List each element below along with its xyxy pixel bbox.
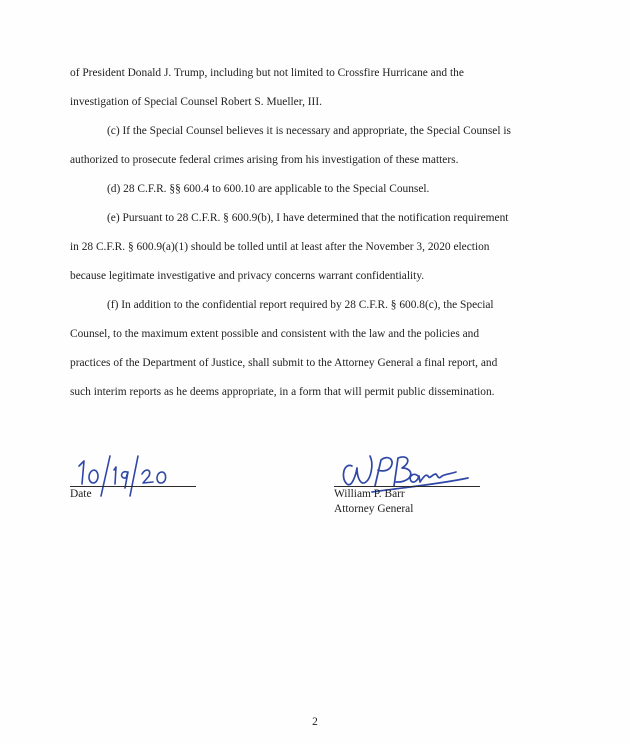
body-line: investigation of Special Counsel Robert S. Mueller, III. [70,96,322,108]
body-line: such interim reports as he deems appropriate, in a form that will permit public dissemination. [70,386,495,398]
body-line: because legitimate investigative and privacy concerns warrant confidentiality. [70,270,425,282]
page-number: 2 [312,716,318,728]
paragraph-f-line: (f) In addition to the confidential report required by 28 C.F.R. § 600.8(c), the Special [107,299,494,311]
body-line: practices of the Department of Justice, shall submit to the Attorney General a final report, and [70,357,498,369]
signer-name: William P. Barr [334,488,405,500]
body-line: in 28 C.F.R. § 600.9(a)(1) should be tolled until at least after the November 3, 2020 election [70,241,490,253]
signer-title: Attorney General [334,503,414,515]
date-label: Date [70,488,92,500]
body-line: Counsel, to the maximum extent possible and consistent with the law and the policies and [70,328,480,340]
paragraph-e-line: (e) Pursuant to 28 C.F.R. § 600.9(b), I have determined that the notification requirement [107,212,509,224]
body-line: authorized to prosecute federal crimes arising from his investigation of these matters. [70,154,459,166]
body-line: of President Donald J. Trump, including but not limited to Crossfire Hurricane and the [70,67,464,79]
paragraph-d-line: (d) 28 C.F.R. §§ 600.4 to 600.10 are applicable to the Special Counsel. [107,183,430,195]
paragraph-c-line: (c) If the Special Counsel believes it is necessary and appropriate, the Special Counsel is [107,125,511,137]
